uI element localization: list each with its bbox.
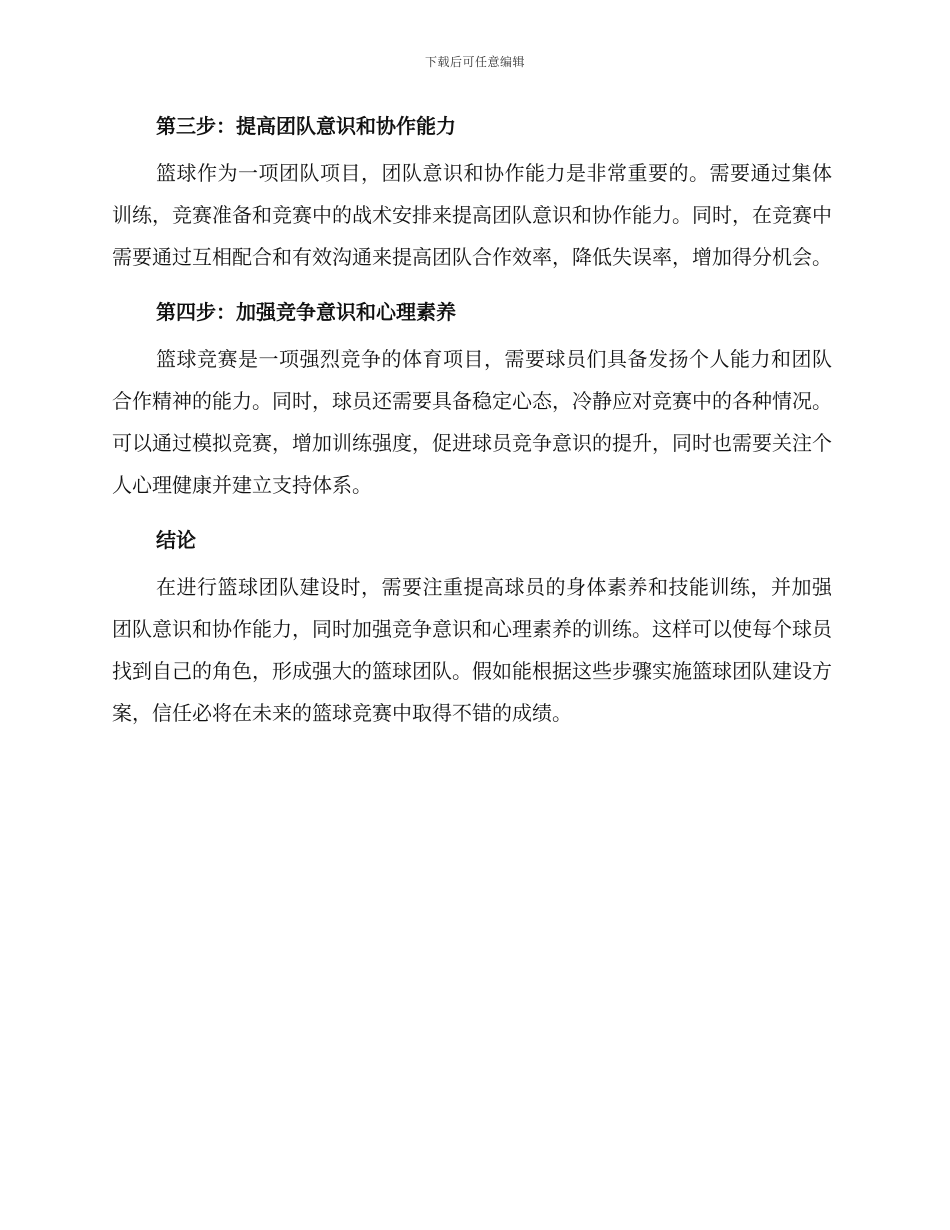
section-paragraph-step-three: 篮球作为一项团队项目，团队意识和协作能力是非常重要的。需要通过集体训练，竞赛准备和竞赛中的战术安排来提高团队意识和协作能力。同时，在竞赛中需要通过互相配合和有效沟通来提高团队合作效率，降低失误率，增加得分机会。: [112, 161, 832, 269]
section-heading-step-four: 第四步：加强竞争意识和心理素养: [156, 300, 456, 324]
section-paragraph-conclusion: 在进行篮球团队建设时，需要注重提高球员的身体素养和技能训练，并加强团队意识和协作能力，同时加强竞争意识和心理素养的训练。这样可以使每个球员找到自己的角色，形成强大的篮球团队。假如能根据这些步骤实施篮球团队建设方案，信任必将在未来的篮球竞赛中取得不错的成绩。: [112, 575, 832, 725]
section-heading-conclusion: 结论: [156, 528, 196, 552]
header-note: 下载后可任意编辑: [424, 55, 525, 69]
section-paragraph-step-four: 篮球竞赛是一项强烈竞争的体育项目，需要球员们具备发扬个人能力和团队合作精神的能力。同时，球员还需要具备稳定心态，冷静应对竞赛中的各种情况。可以通过模拟竞赛，增加训练强度，促进球员竞争意识的提升，同时也需要关注个人心理健康并建立支持体系。: [112, 347, 832, 497]
section-heading-step-three: 第三步：提高团队意识和协作能力: [156, 114, 456, 138]
document-body: [112, 110, 832, 734]
